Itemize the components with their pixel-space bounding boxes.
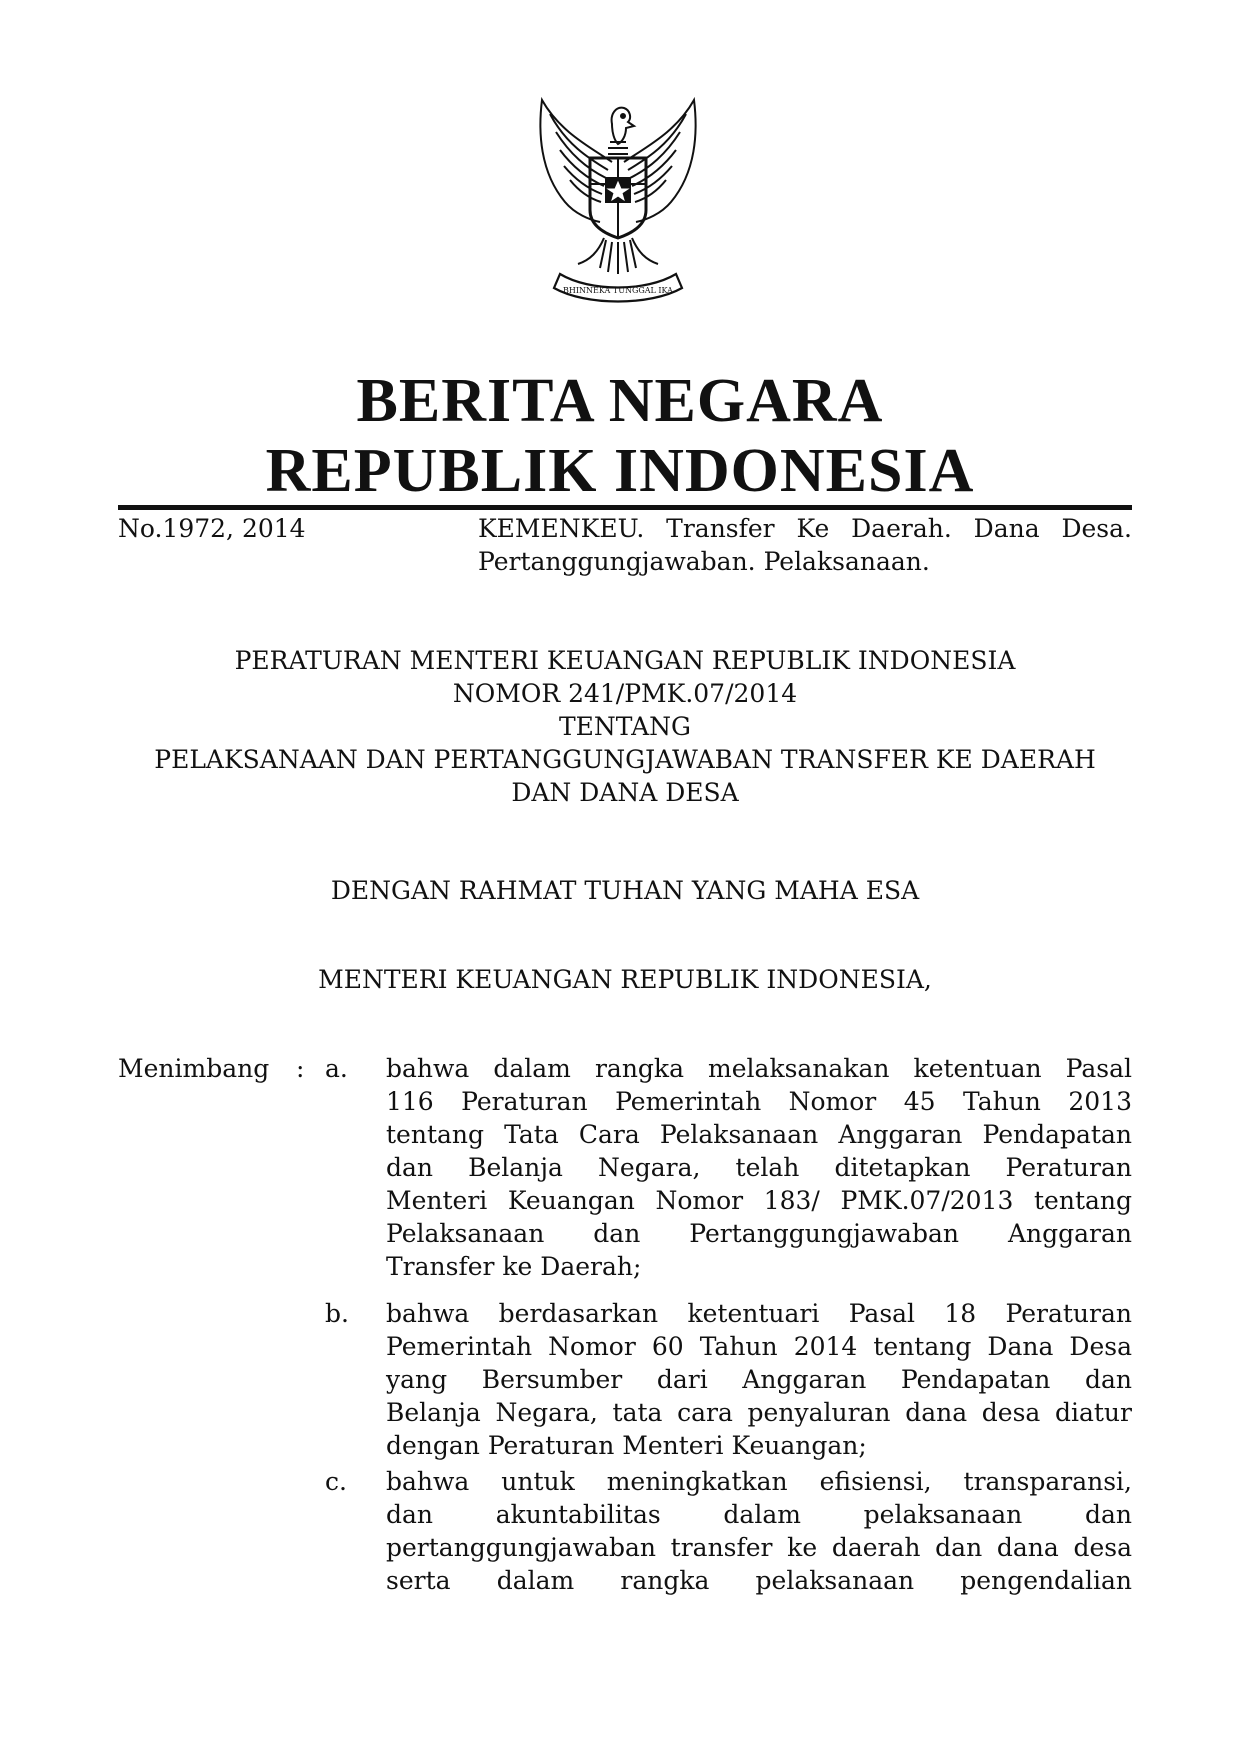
text-line: Belanja Negara, tata cara penyaluran dana desa diatur (386, 1398, 1132, 1427)
text-line: tentang Tata Cara Pelaksanaan Anggaran Pendapatan (386, 1120, 1132, 1149)
item-letter: a. (325, 1054, 348, 1083)
regulation-subject: PELAKSANAAN DAN PERTANGGUNGJAWABAN TRANSFER KE DAERAH (154, 745, 1096, 774)
item-text (386, 1465, 1132, 1597)
minister-line: MENTERI KEUANGAN REPUBLIK INDONESIA, (318, 965, 932, 994)
text-line: serta dalam rangka pelaksanaan pengendalian (386, 1566, 1132, 1595)
item-letter: c. (325, 1467, 347, 1496)
considering-label: Menimbang (118, 1054, 270, 1083)
text-line: bahwa berdasarkan ketentuari Pasal 18 Peraturan (386, 1299, 1132, 1328)
regulation-line: PERATURAN MENTERI KEUANGAN REPUBLIK INDONESIA (234, 646, 1016, 675)
subject-line: KEMENKEU. Transfer Ke Daerah. Dana Desa. (478, 514, 1132, 543)
blessing-line: DENGAN RAHMAT TUHAN YANG MAHA ESA (330, 876, 920, 905)
header-divider (118, 505, 1132, 510)
item-text (386, 1052, 1132, 1283)
text-line: Pemerintah Nomor 60 Tahun 2014 tentang Dana Desa (386, 1332, 1132, 1361)
text-line: Pelaksanaan dan Pertanggungjawaban Anggaran (386, 1219, 1132, 1248)
item-letter: b. (325, 1299, 349, 1328)
garuda-emblem-icon (520, 92, 716, 312)
regulation-number: NOMOR 241/PMK.07/2014 (452, 679, 798, 708)
text-line: dan akuntabilitas dalam pelaksanaan dan (386, 1500, 1132, 1529)
text-line: dan Belanja Negara, telah ditetapkan Peraturan (386, 1153, 1132, 1182)
text-line: dengan Peraturan Menteri Keuangan; (386, 1431, 867, 1460)
regulation-heading (118, 644, 1132, 809)
considering-colon: : (296, 1054, 305, 1083)
text-line: pertanggungjawaban transfer ke daerah dan dana desa (386, 1533, 1132, 1562)
subject-line: Pertanggungjawaban. Pelaksanaan. (478, 547, 930, 576)
item-text (386, 1297, 1132, 1462)
document-number: No.1972, 2014 (118, 514, 306, 543)
text-line: Transfer ke Daerah; (386, 1252, 642, 1281)
text-line: bahwa dalam rangka melaksanakan ketentuan Pasal (386, 1054, 1132, 1083)
document-subject (478, 512, 1132, 578)
publication-title-line2: REPUBLIK INDONESIA (265, 437, 975, 505)
text-line: bahwa untuk meningkatkan efisiensi, transparansi, (386, 1467, 1132, 1496)
text-line: yang Bersumber dari Anggaran Pendapatan dan (386, 1365, 1132, 1394)
publication-title-line1: BERITA NEGARA (356, 367, 884, 435)
regulation-line: TENTANG (558, 712, 691, 741)
regulation-subject: DAN DANA DESA (511, 778, 739, 807)
emblem-motto: BHINNEKA TUNGGAL IKA (563, 286, 673, 295)
text-line: Menteri Keuangan Nomor 183/ PMK.07/2013 tentang (386, 1186, 1132, 1215)
text-line: 116 Peraturan Pemerintah Nomor 45 Tahun 2013 (386, 1087, 1132, 1116)
